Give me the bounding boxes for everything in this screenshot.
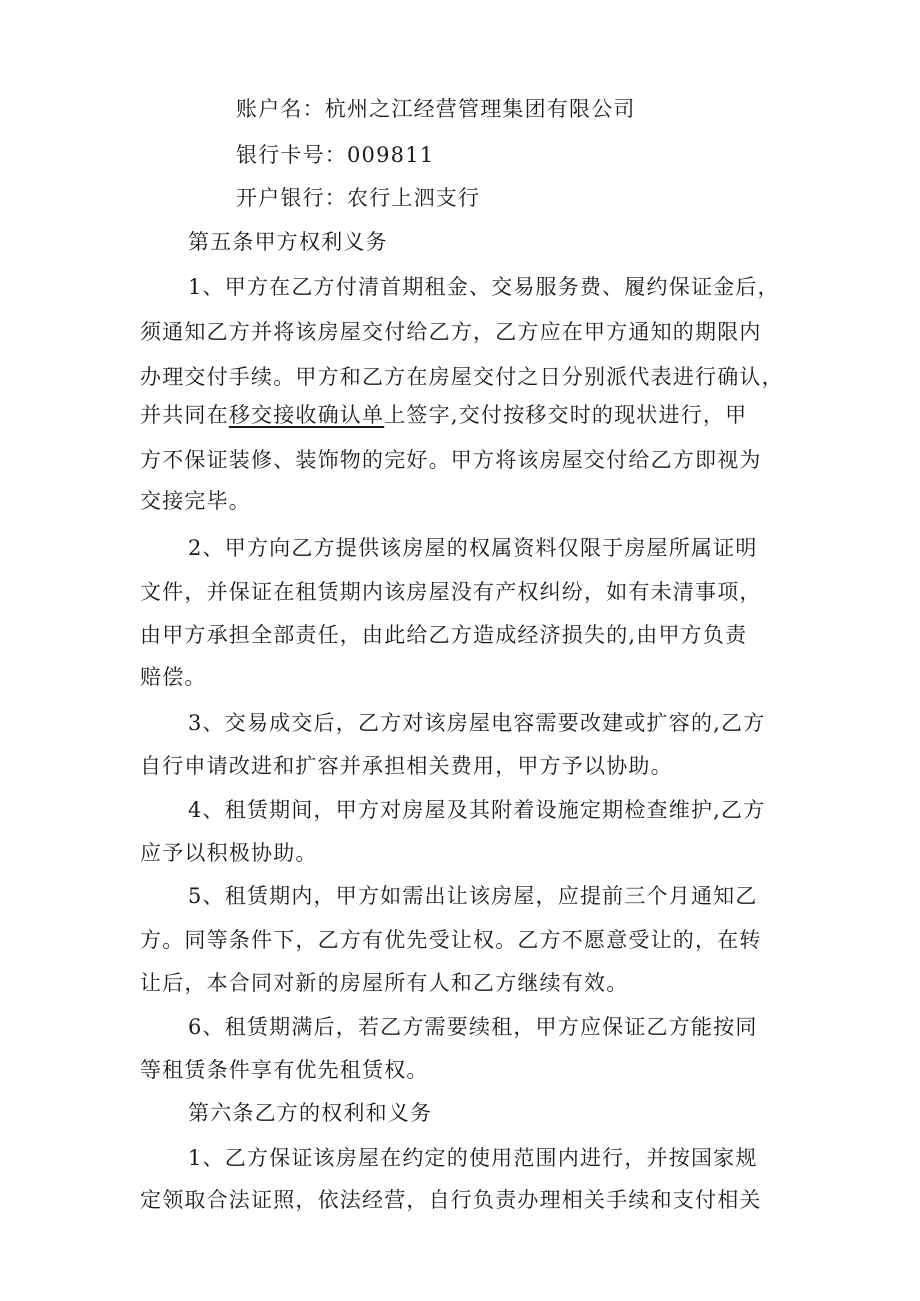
article-5-clause-2-line-2: 文件，并保证在租赁期内该房屋没有产权纠纷，如有未清事项， [140, 580, 762, 604]
clause-text: 上签字,交付按移交时的现状进行，甲 [384, 403, 748, 427]
bank-card-number-line: 银行卡号：009811 [236, 143, 435, 167]
article-5-clause-2-line-3: 由甲方承担全部责任，由此给乙方造成经济损失的,由甲方负责 [140, 623, 748, 647]
article-5-clause-1-line-5: 方不保证装修、装饰物的完好。甲方将该房屋交付给乙方即视为 [140, 448, 762, 472]
account-name-line: 账户名：杭州之江经营管理集团有限公司 [236, 97, 636, 121]
article-5-clause-2-line-4: 赔偿。 [140, 665, 207, 689]
article-5-clause-4-line-1: 4、租赁期间，甲方对房屋及其附着设施定期检查维护,乙方 [188, 798, 766, 822]
article-6-clause-1-line-1: 1、乙方保证该房屋在约定的使用范围内进行，并按国家规 [188, 1146, 758, 1170]
transfer-receipt-form-term: 移交接收确认单 [228, 403, 385, 427]
opening-bank-line: 开户银行：农行上泗支行 [236, 186, 481, 210]
article-5-clause-1-line-1: 1、甲方在乙方付清首期租金、交易服务费、履约保证金后， [188, 275, 780, 299]
article-6-clause-1-line-2: 定领取合法证照，依法经营，自行负责办理相关手续和支付相关 [140, 1188, 762, 1212]
article-5-clause-1-line-2: 须通知乙方并将该房屋交付给乙方，乙方应在甲方通知的期限内 [140, 320, 762, 344]
article-5-clause-6-line-1: 6、租赁期满后，若乙方需要续租，甲方应保证乙方能按同 [188, 1015, 758, 1039]
article-5-clause-1-line-4 [140, 400, 747, 430]
article-5-clause-2-line-1: 2、甲方向乙方提供该房屋的权属资料仅限于房屋所属证明 [188, 536, 758, 560]
article-5-clause-1-line-6: 交接完毕。 [140, 489, 251, 513]
article-5-clause-5-line-1: 5、租赁期内，甲方如需出让该房屋，应提前三个月通知乙 [188, 884, 758, 908]
article-5-clause-5-line-2: 方。同等条件下，乙方有优先受让权。乙方不愿意受让的，在转 [140, 928, 762, 952]
clause-text: 并共同在 [140, 403, 229, 427]
article-5-clause-4-line-2: 应予以积极协助。 [140, 841, 318, 865]
article-6-heading: 第六条乙方的权利和义务 [188, 1101, 433, 1125]
article-5-clause-1-line-3: 办理交付手续。甲方和乙方在房屋交付之日分别派代表进行确认， [140, 365, 784, 389]
article-5-heading: 第五条甲方权利义务 [188, 230, 388, 254]
article-5-clause-6-line-2: 等租赁条件享有优先租赁权。 [140, 1058, 429, 1082]
article-5-clause-3-line-2: 自行申请改进和扩容并承担相关费用，甲方予以协助。 [140, 754, 673, 778]
article-5-clause-3-line-1: 3、交易成交后，乙方对该房屋电容需要改建或扩容的,乙方 [188, 711, 766, 735]
article-5-clause-5-line-3: 让后，本合同对新的房屋所有人和乙方继续有效。 [140, 971, 629, 995]
